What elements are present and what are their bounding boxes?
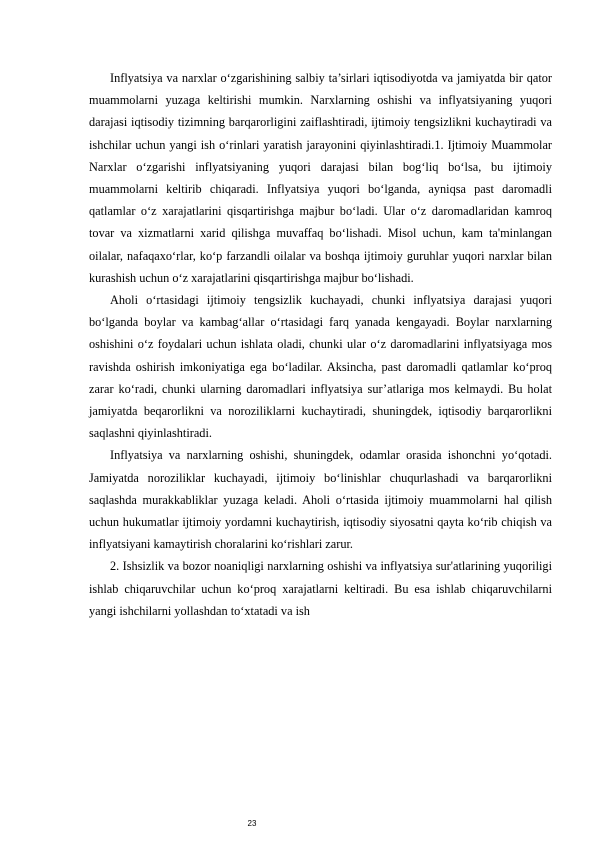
paragraph-inflation-negative-effects: Inflyatsiya va narxlar o‘zgarishining salbiy ta’sirlari iqtisodiyotda va jamiyatda bir qator muammolarni yuzaga keltirishi mumkin. Narxlarning oshishi va inflyatsiyaning yuqori darajasi iqtisodiy tizimning barqarorligini zaiflashtiradi, ijtimoiy tengsizlikni kuchaytiradi va ishchilar uchun yangi ish o‘rinlari yaratish jarayonini qiyinlashtiradi.1. Ijtimoiy Muammolar Narxlar o‘zgarishi inflyatsiyaning yuqori darajasi bilan bog‘liq bo‘lsa, bu ijtimoiy muammolarni keltirib chiqaradi. Inflyatsiya yuqori bo‘lganda, ayniqsa past daromadli qatlamlar o‘z xarajatlarini qisqartirishga majbur bo‘ladi. Ular o‘z daromadlaridan kamroq tovar va xizmatlarni xarid qilishga muvaffaq bo‘lishadi. Misol uchun, kam ta'minlangan oilalar, nafaqaxo‘rlar, ko‘p farzandli oilalar va boshqa ijtimoiy guruhlar yuqori narxlar bilan kurashish uchun o‘z xarajatlarini qisqartirishga majbur bo‘lishadi.	[89, 71, 552, 285]
page-number: 23	[247, 819, 257, 828]
paragraph-social-inequality: Aholi o‘rtasidagi ijtimoiy tengsizlik kuchayadi, chunki inflyatsiya darajasi yuqori bo‘lganda boylar va kambag‘allar o‘rtasidagi farq yanada kengayadi. Boylar narxlarning oshishini o‘z foydalari uchun ishlata oladi, chunki ular o‘z daromadlarini inflyatsiyaga mos ravishda oshirish imkoniyatiga ega bo‘ladilar. Aksincha, past daromadli qatlamlar ko‘proq zarar ko‘radi, chunki ularning daromadlari inflyatsiya sur’atlariga mos kelmaydi. Bu holat jamiyatda beqarorlikni va noroziliklarni kuchaytiradi, shuningdek, iqtisodiy barqarorlikni saqlashni qiyinlashtiradi.	[89, 293, 552, 441]
document-body	[89, 67, 552, 622]
paragraph-loss-of-trust: Inflyatsiya va narxlarning oshishi, shuningdek, odamlar orasida ishonchni yo‘qotadi. Jamiyatda noroziliklar kuchayadi, ijtimoiy bo‘linishlar chuqurlashadi va barqarorlikni saqlashda murakkabliklar yuzaga keladi. Aholi o‘rtasida ijtimoiy muammolarni hal qilish uchun hukumatlar ijtimoiy yordamni kuchaytirish, iqtisodiy siyosatni qayta ko‘rib chiqish va inflyatsiyani kamaytirish choralarini ko‘rishlari zarur.	[89, 448, 552, 552]
paragraph-unemployment: 2. Ishsizlik va bozor noaniqligi narxlarning oshishi va inflyatsiya sur'atlarining yuqoriligi ishlab chiqaruvchilar uchun ko‘proq xarajatlarni keltiradi. Bu esa ishlab chiqaruvchilarni yangi ishchilarni yollashdan to‘xtatadi va ish	[89, 559, 552, 618]
